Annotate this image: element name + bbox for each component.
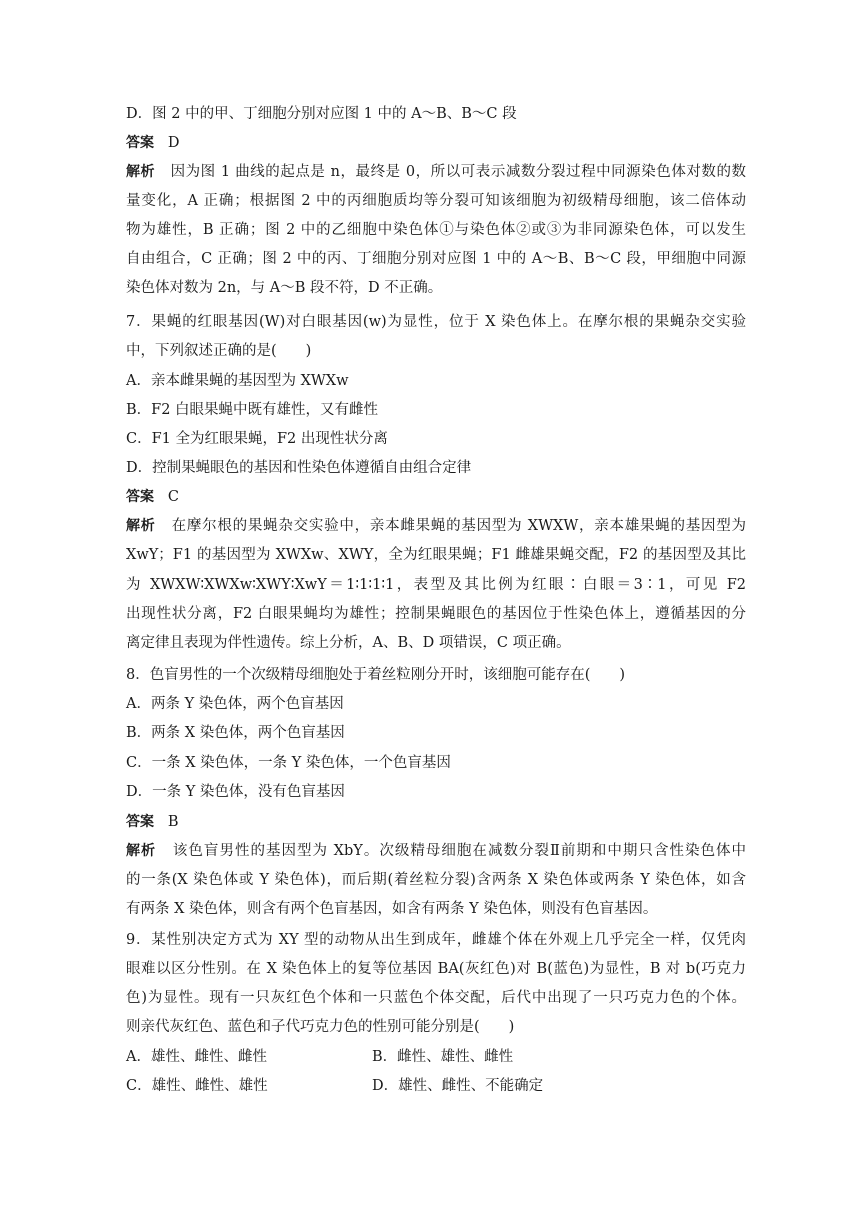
q6-analysis-line-3: 物为雄性，B 正确；图 2 中的乙细胞中染色体①与染色体②或③为非同源染色体，可以发生	[126, 222, 746, 238]
answer-label: 答案	[126, 489, 154, 505]
q8-option-b: B．两条 X 染色体，两个色盲基因	[126, 725, 345, 741]
q6-analysis-line-1	[126, 162, 746, 182]
q6-option-d: D．图 2 中的甲、丁细胞分别对应图 1 中的 A～B、B～C 段	[126, 106, 517, 122]
analysis-text: 该色盲男性的基因型为 XbY。次级精母细胞在减数分裂Ⅱ前期和中期只含性染色体中	[172, 843, 746, 859]
analysis-label: 解析	[126, 518, 156, 534]
analysis-text: 因为图 1 曲线的起点是 n，最终是 0，所以可表示减数分裂过程中同源染色体对数的数	[170, 164, 746, 180]
q9-options-row-1	[126, 1047, 746, 1067]
q6-analysis-line-2: 量变化，A 正确；根据图 2 中的丙细胞质均等分裂可知该细胞为初级精母细胞，该二倍体动	[126, 193, 746, 209]
analysis-text: 在摩尔根的果蝇杂交实验中，亲本雌果蝇的基因型为 XWXW，亲本雄果蝇的基因型为	[171, 518, 746, 534]
answer-value: B	[167, 814, 179, 830]
q9-options-row-2	[126, 1076, 746, 1096]
answer-label: 答案	[126, 814, 154, 830]
q7-option-d: D．控制果蝇眼色的基因和性染色体遵循自由组合定律	[126, 460, 472, 476]
q9-stem-line-4: 则亲代灰红色、蓝色和子代巧克力色的性别可能分别是( )	[126, 1019, 515, 1035]
q9-option-b: B．雌性、雄性、雌性	[372, 1049, 514, 1065]
q8-answer	[126, 812, 746, 832]
answer-value: D	[167, 135, 180, 151]
q7-analysis-line-4: 出现性状分离，F2 白眼果蝇均为雄性；控制果蝇眼色的基因位于性染色体上，遵循基因的分	[126, 606, 746, 622]
answer-value: C	[167, 489, 179, 505]
analysis-label: 解析	[126, 843, 157, 859]
q9-option-c: C．雄性、雌性、雄性	[126, 1078, 268, 1094]
q6-analysis-line-4: 自由组合，C 正确；图 2 中的丙、丁细胞分别对应图 1 中的 A～B、B～C 段，甲细胞中同源	[126, 251, 746, 267]
q7-answer	[126, 487, 746, 507]
q9-stem-line-1: 9．某性别决定方式为 XY 型的动物从出生到成年，雌雄个体在外观上几乎完全一样，仅凭肉	[126, 932, 746, 948]
q6-answer	[126, 133, 746, 153]
q7-analysis-line-3: 为 XWXW∶XWXw∶XWY∶XwY＝1∶1∶1∶1，表型及其比例为红眼∶白眼＝3∶1，可见 F2	[126, 577, 746, 593]
q6-analysis-line-5: 染色体对数为 2n，与 A～B 段不符，D 不正确。	[126, 280, 443, 296]
q7-option-a: A．亲本雌果蝇的基因型为 XWXw	[126, 373, 349, 389]
q9-stem-line-2: 眼难以区分性别。在 X 染色体上的复等位基因 BA(灰红色)对 B(蓝色)为显性，B 对 b(巧克力	[126, 961, 746, 977]
q8-option-d: D．一条 Y 染色体，没有色盲基因	[126, 784, 345, 800]
answer-label: 答案	[126, 135, 154, 151]
q7-analysis-line-1	[126, 516, 746, 536]
q9-option-a: A．雄性、雌性、雌性	[126, 1049, 267, 1065]
q8-analysis-line-2: 的一条(X 染色体或 Y 染色体)，而后期(着丝粒分裂)含两条 X 染色体或两条 Y 染色体，如含	[126, 872, 746, 888]
q9-option-d: D．雄性、雌性、不能确定	[372, 1078, 544, 1094]
q8-analysis-line-3: 有两条 X 染色体，则含有两个色盲基因，如含有两条 Y 染色体，则没有色盲基因。	[126, 901, 658, 917]
q7-analysis-line-2: XwY；F1 的基因型为 XWXw、XWY，全为红眼果蝇；F1 雌雄果蝇交配，F2 的基因型及其比	[126, 547, 746, 563]
q7-stem-line-1: 7．果蝇的红眼基因(W)对白眼基因(w)为显性，位于 X 染色体上。在摩尔根的果蝇杂交实验	[126, 314, 746, 330]
q9-stem-line-3: 色)为显性。现有一只灰红色个体和一只蓝色个体交配，后代中出现了一只巧克力色的个体。	[126, 990, 746, 1006]
q8-analysis-line-1	[126, 841, 746, 861]
q7-option-b: B．F2 白眼果蝇中既有雄性，又有雌性	[126, 402, 379, 418]
q8-option-c: C．一条 X 染色体，一条 Y 染色体，一个色盲基因	[126, 755, 451, 771]
q7-option-c: C．F1 全为红眼果蝇，F2 出现性状分离	[126, 431, 388, 447]
q7-analysis-line-5: 离定律且表现为伴性遗传。综上分析，A、B、D 项错误，C 项正确。	[126, 635, 571, 651]
q8-stem: 8．色盲男性的一个次级精母细胞处于着丝粒刚分开时，该细胞可能存在( )	[126, 667, 626, 683]
analysis-label: 解析	[126, 164, 156, 180]
q8-option-a: A．两条 Y 染色体，两个色盲基因	[126, 696, 344, 712]
q7-stem-line-2: 中，下列叙述正确的是( )	[126, 343, 312, 359]
